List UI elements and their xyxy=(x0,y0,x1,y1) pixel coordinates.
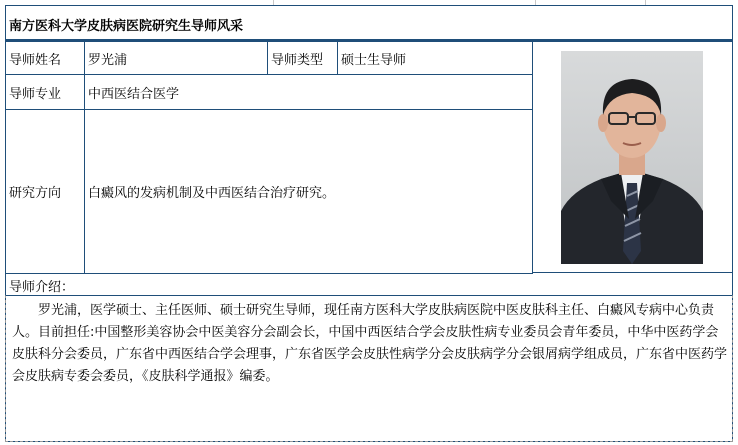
name-value: 罗光浦 xyxy=(88,52,128,68)
portrait-illustration xyxy=(561,51,703,264)
intro-label: 导师介绍： xyxy=(9,280,75,295)
major-value-cell xyxy=(84,74,533,110)
name-label-cell xyxy=(5,41,85,75)
major-value: 中西医结合医学 xyxy=(88,86,180,102)
research-label: 研究方向 xyxy=(9,186,62,201)
intro-label-row xyxy=(5,273,733,297)
research-value: 白癜风的发病机制及中西医结合治疗研究。 xyxy=(88,186,336,201)
major-label-cell xyxy=(5,74,85,110)
type-value-cell xyxy=(337,41,533,75)
title-row xyxy=(5,5,733,41)
research-label-cell xyxy=(5,109,85,274)
page-title: 南方医科大学皮肤病医院研究生导师风采 xyxy=(9,19,244,34)
advisor-portrait xyxy=(561,51,703,264)
research-value-cell xyxy=(84,109,533,274)
intro-box xyxy=(5,295,733,442)
intro-text: 罗光浦，医学硕士、主任医师、硕士研究生导师，现任南方医科大学皮肤病医院中医皮肤科主任、白癜风专病中心负责人。目前担任:中国整形美容协会中医美容分会副会长，中国中西医结合学会皮肤性病专业委员会青年委员，中华中医药学会皮肤科分会委员，广东省中西医结合学会理事，广东省医学会皮肤性病学分会皮肤病学分会银屑病学组成员，广东省中医药学会皮肤病专委会委员，《皮肤科学通报》编委。 xyxy=(12,303,728,384)
major-label: 导师专业 xyxy=(9,86,62,102)
type-label: 导师类型 xyxy=(271,52,324,68)
type-label-cell xyxy=(267,41,338,75)
type-value: 硕士生导师 xyxy=(341,52,407,68)
name-label: 导师姓名 xyxy=(9,52,62,68)
photo-cell xyxy=(532,41,733,273)
name-value-cell xyxy=(84,41,268,75)
